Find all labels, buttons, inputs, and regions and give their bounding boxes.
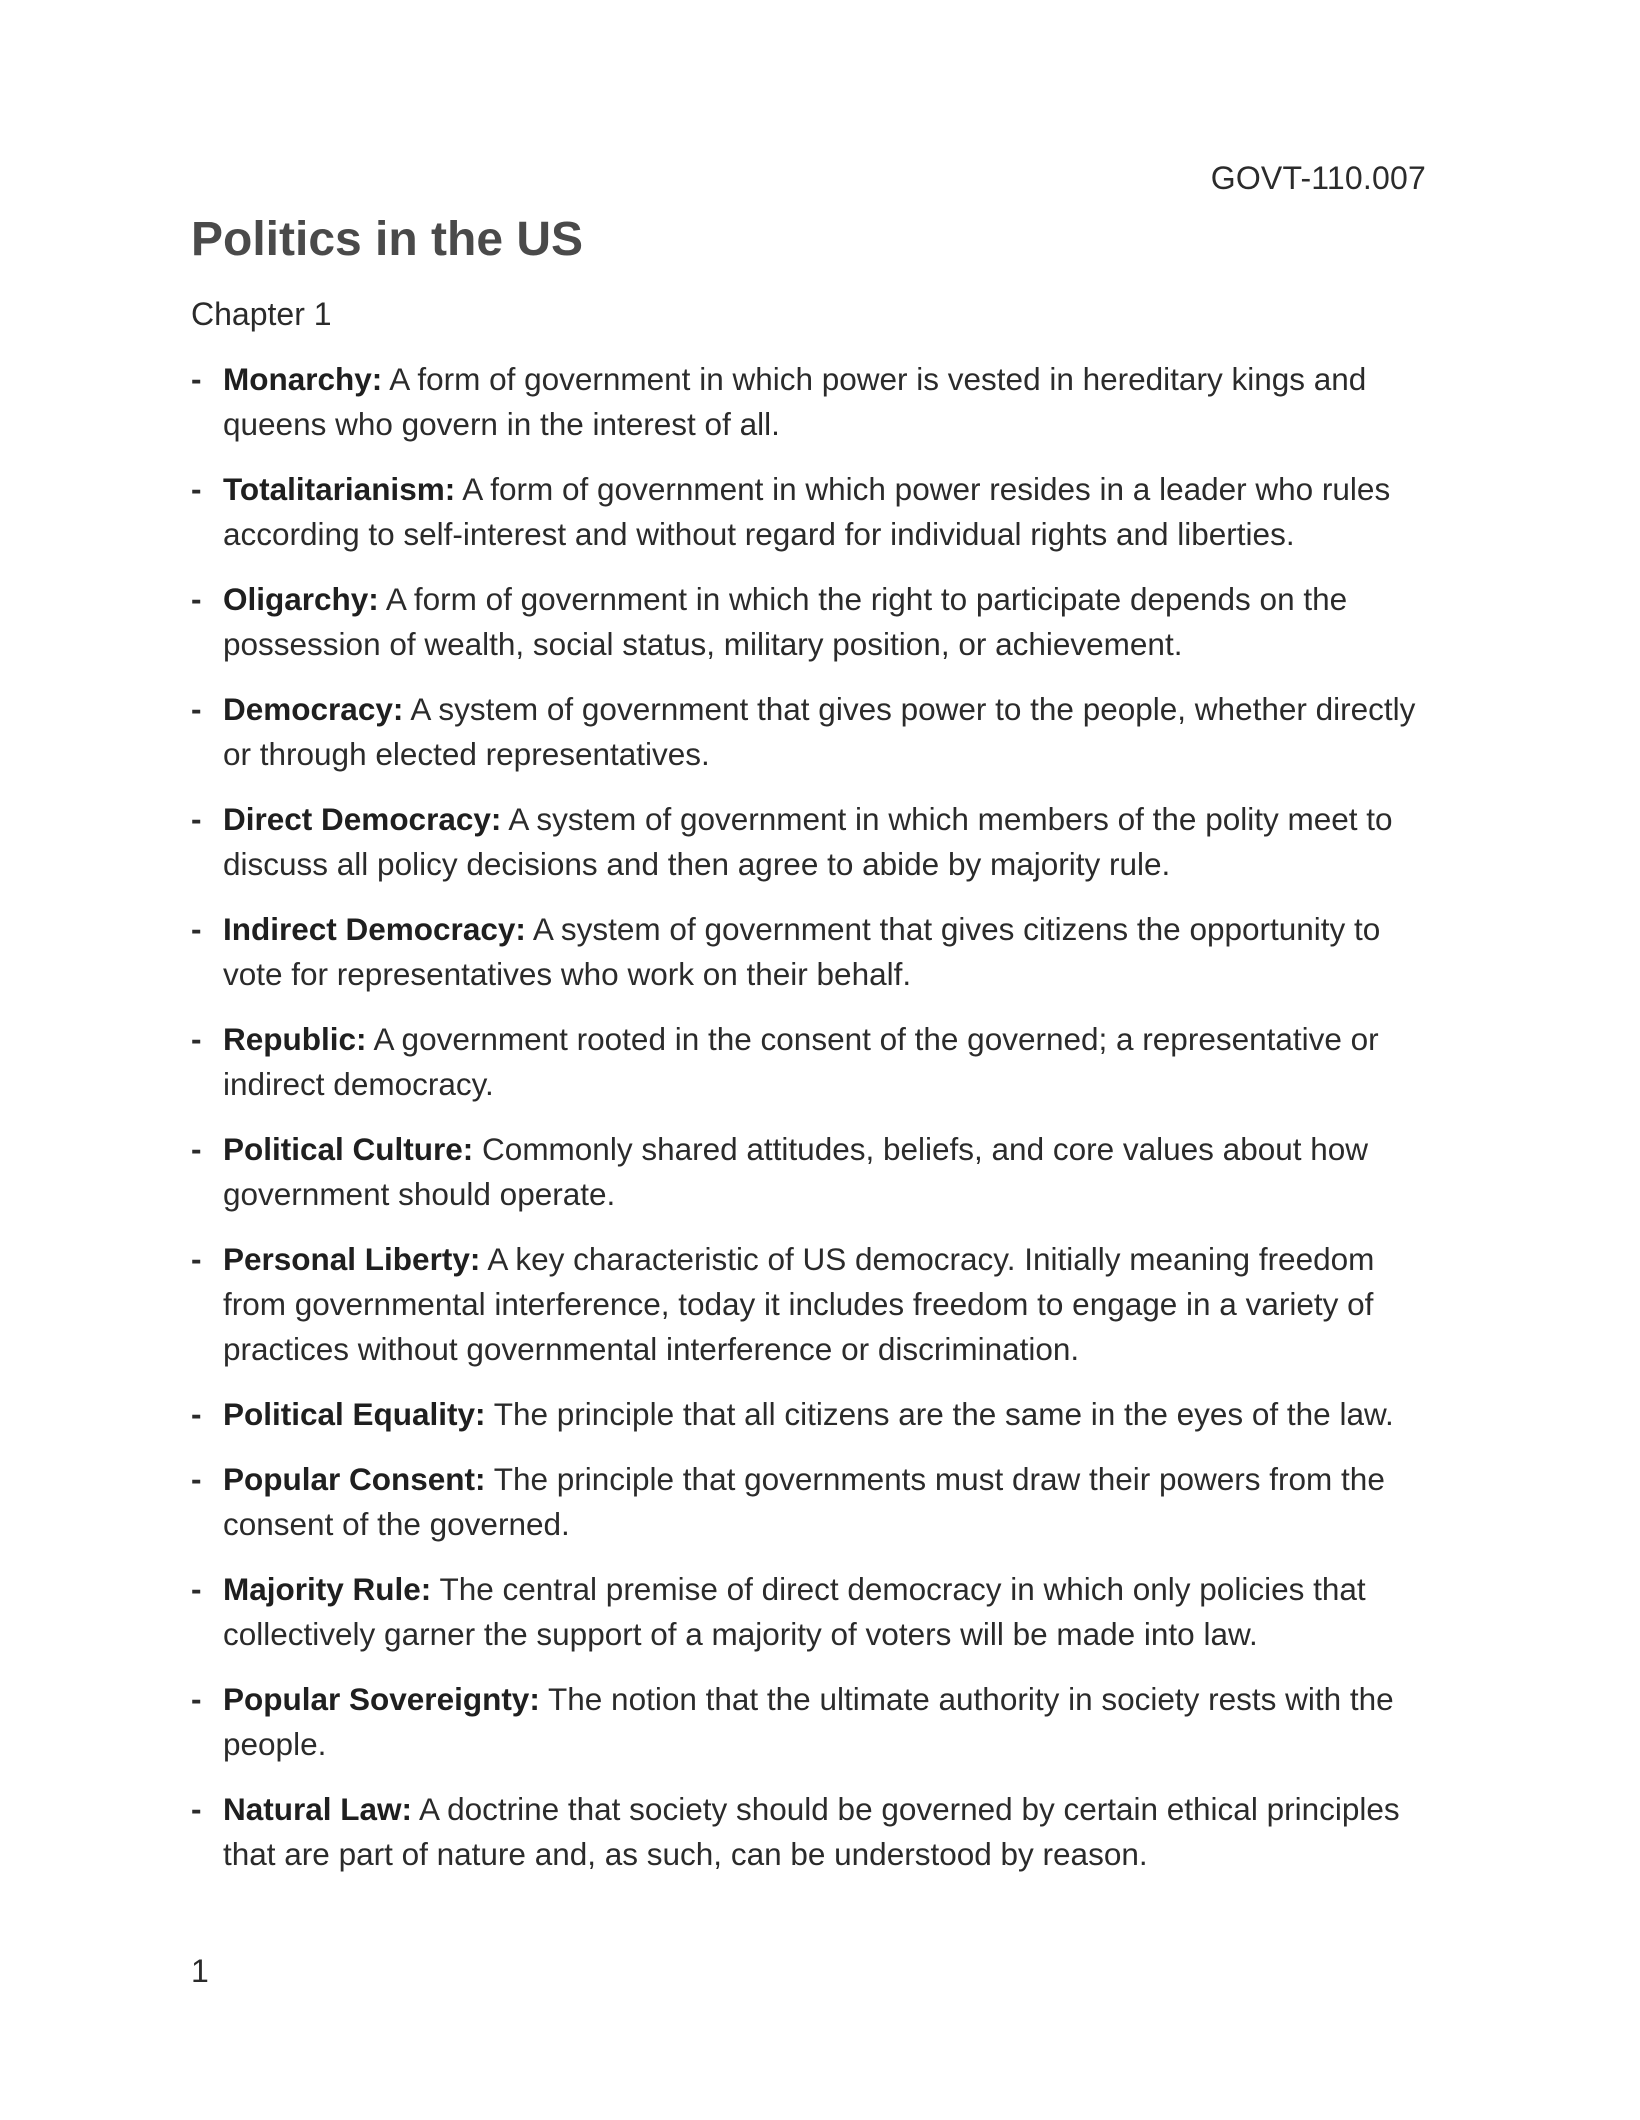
term-definition: A system of government that gives citizens the opportunity to vote for representatives who work on their behalf. [223,911,1381,992]
bullet-dash: - [191,1681,202,1717]
bullet-dash: - [191,1131,202,1167]
term-list-item [191,1567,1441,1657]
term-list-item [191,1677,1441,1767]
term-name: Political Culture: [223,1131,474,1167]
term-list-item [191,1237,1441,1372]
term-name: Personal Liberty: [223,1241,481,1277]
term-name: Indirect Democracy: [223,911,526,947]
term-list [191,357,1441,1897]
bullet-dash: - [191,361,202,397]
course-code: GOVT-110.007 [1210,160,1426,196]
bullet-dash: - [191,1396,202,1432]
term-list-item [191,1457,1441,1547]
term-name: Popular Sovereignty: [223,1681,540,1717]
term-name: Democracy: [223,691,404,727]
term-list-item [191,1127,1441,1217]
term-name: Totalitarianism: [223,471,456,507]
page-number: 1 [191,1953,209,1989]
term-name: Majority Rule: [223,1571,432,1607]
term-list-item [191,1392,1441,1437]
term-list-item [191,797,1441,887]
bullet-dash: - [191,581,202,617]
term-definition: A doctrine that society should be governed by certain ethical principles that are part of nature and, as such, can be understood by reason. [223,1791,1400,1872]
term-name: Direct Democracy: [223,801,502,837]
bullet-dash: - [191,1461,202,1497]
term-definition: A form of government in which power resides in a leader who rules according to self-interest and without regard for individual rights and liberties. [223,471,1391,552]
term-list-item [191,687,1441,777]
bullet-dash: - [191,1241,202,1277]
term-definition: A form of government in which the right to participate depends on the possession of wealth, social status, military position, or achievement. [223,581,1348,662]
term-name: Natural Law: [223,1791,413,1827]
bullet-dash: - [191,1791,202,1827]
chapter-label: Chapter 1 [191,296,332,332]
term-name: Political Equality: [223,1396,486,1432]
term-definition: The principle that all citizens are the same in the eyes of the law. [493,1396,1394,1432]
term-definition: A form of government in which power is vested in hereditary kings and queens who govern in the interest of all. [223,361,1367,442]
term-definition: Commonly shared attitudes, beliefs, and core values about how government should operate. [223,1131,1369,1212]
term-list-item [191,357,1441,447]
term-list-item [191,1017,1441,1107]
term-name: Popular Consent: [223,1461,486,1497]
term-list-item [191,577,1441,667]
term-name: Monarchy: [223,361,383,397]
bullet-dash: - [191,1021,202,1057]
term-definition: The notion that the ultimate authority in society rests with the people. [223,1681,1394,1762]
term-definition: The central premise of direct democracy in which only policies that collectively garner the support of a majority of voters will be made into law. [223,1571,1366,1652]
bullet-dash: - [191,471,202,507]
term-definition: A system of government that gives power to the people, whether directly or through elected representatives. [223,691,1416,772]
term-list-item [191,467,1441,557]
bullet-dash: - [191,801,202,837]
term-definition: A system of government in which members of the polity meet to discuss all policy decisions and then agree to abide by majority rule. [223,801,1393,882]
document-title: Politics in the US [191,213,584,266]
bullet-dash: - [191,911,202,947]
term-list-item [191,1787,1441,1877]
term-definition: The principle that governments must draw their powers from the consent of the governed. [223,1461,1385,1542]
term-name: Republic: [223,1021,367,1057]
term-definition: A key characteristic of US democracy. Initially meaning freedom from governmental interference, today it includes freedom to engage in a variety of practices without governmental interference or discrimination. [223,1241,1375,1367]
term-name: Oligarchy: [223,581,379,617]
term-list-item [191,907,1441,997]
bullet-dash: - [191,1571,202,1607]
term-definition: A government rooted in the consent of the governed; a representative or indirect democracy. [223,1021,1379,1102]
bullet-dash: - [191,691,202,727]
